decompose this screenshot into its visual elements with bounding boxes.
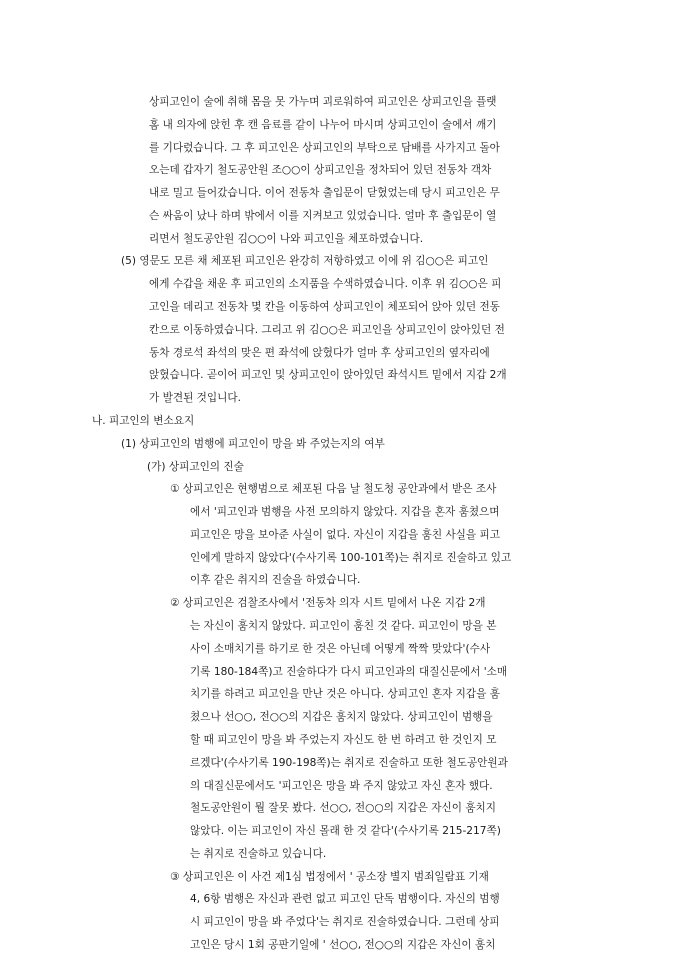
text-line: 치기를 하려고 피고인을 만난 것은 아니다. 상피고인 혼자 지갑을 훔 bbox=[190, 688, 500, 700]
text-line: 리면서 철도공안원 김○○이 나와 피고인을 체포하였습니다. bbox=[149, 233, 424, 245]
text-line: 상피고인이 술에 취해 몸을 못 가누며 괴로워하여 피고인은 상피고인을 플랫 bbox=[149, 96, 497, 108]
item-3-first-line: ③ 상피고인은 이 사건 제1심 법정에서 ' 공소장 별지 범죄일람표 기재 bbox=[170, 871, 489, 883]
text-line: 의 대질신문에서도 '피고인은 망을 봐 주지 않았고 자신 혼자 했다. bbox=[190, 780, 493, 792]
text-line: 를 기다렸습니다. 그 후 피고인은 상피고인의 부탁으로 담배를 사가지고 돌아 bbox=[149, 142, 500, 154]
text-line: 철도공안원이 뭘 잘못 봤다. 선○○, 전○○의 지갑은 자신이 훔치지 bbox=[190, 802, 497, 814]
text-line: 기록 180-184쪽)고 진술하다가 다시 피고인과의 대질신문에서 '소매 bbox=[190, 666, 508, 678]
subsection-heading-1: (1) 상피고인의 범행에 피고인이 망을 봐 주었는지의 여부 bbox=[121, 438, 385, 450]
text-line: 가 발견된 것입니다. bbox=[149, 392, 241, 404]
text-line: 에게 수갑을 채운 후 피고인의 소지품을 수색하였습니다. 이후 위 김○○은 피 bbox=[149, 278, 502, 290]
text-line: 할 때 피고인이 망을 봐 주었는지 자신도 한 번 하려고 한 것인지 모 bbox=[190, 734, 497, 746]
text-line: 칸으로 이동하였습니다. 그리고 위 김○○은 피고인을 상피고인이 앉아있던 전 bbox=[149, 324, 505, 336]
text-line: 시 피고인이 망을 봐 주었다'는 취지로 진술하였습니다. 그런데 상피 bbox=[190, 916, 500, 928]
text-line: 인에게 말하지 않았다'(수사기록 100-101쪽)는 취지로 진술하고 있고 bbox=[190, 552, 512, 564]
text-line: 4, 6항 범행은 자신과 관련 없고 피고인 단독 범행이다. 자신의 범행 bbox=[190, 893, 500, 905]
text-line: 않았다. 이는 피고인이 자신 몰래 한 것 같다'(수사기록 215-217쪽) bbox=[190, 825, 501, 837]
item-2-first-line: ② 상피고인은 검찰조사에서 '전동차 의자 시트 밑에서 나온 지갑 2개 bbox=[170, 597, 486, 609]
text-line: 고인은 당시 1회 공판기일에 ' 선○○, 전○○의 지갑은 자신이 훔치 bbox=[190, 939, 496, 951]
text-line: 쳤으나 선○○, 전○○의 지갑은 훔치지 않았다. 상피고인이 범행을 bbox=[190, 711, 493, 723]
text-line: 는 취지로 진술하고 있습니다. bbox=[190, 848, 327, 860]
text-line: 오는데 갑자기 철도공안원 조○○이 상피고인을 정차되어 있던 전동차 객차 bbox=[149, 164, 492, 176]
text-line: 앉혔습니다. 곧이어 피고인 및 상피고인이 앉아있던 좌석시트 밑에서 지갑 2개 bbox=[149, 369, 507, 381]
text-line: 에서 '피고인과 범행을 사전 모의하지 않았다. 지갑을 혼자 훔쳤으며 bbox=[190, 506, 500, 518]
text-line: 내로 밀고 들어갔습니다. 이어 전동차 출입문이 닫혔었는데 당시 피고인은 무 bbox=[149, 187, 500, 199]
text-line: 는 자신이 훔치지 않았다. 피고인이 훔친 것 같다. 피고인이 망을 본 bbox=[190, 620, 497, 632]
subsection-heading-ga: (가) 상피고인의 진술 bbox=[147, 461, 244, 473]
text-line: 피고인은 망을 보아준 사실이 없다. 자신이 지갑을 훔친 사실을 피고 bbox=[190, 529, 500, 541]
paragraph-5-first-line: (5) 영문도 모른 채 체포된 피고인은 완강히 저항하였고 이에 위 김○○은 피고인 bbox=[121, 255, 489, 267]
text-line: 고인을 데리고 전동차 몇 칸을 이동하여 상피고인이 체포되어 앉아 있던 전동 bbox=[149, 301, 500, 313]
text-line: 홈 내 의자에 앉힌 후 캔 음료를 같이 나누어 마시며 상피고인이 술에서 깨기 bbox=[149, 119, 497, 131]
section-heading-na: 나. 피고인의 변소요지 bbox=[92, 415, 195, 427]
text-line: 이후 같은 취지의 진술을 하였습니다. bbox=[190, 574, 361, 586]
text-line: 동차 경로석 좌석의 맞은 편 좌석에 앉혔다가 얼마 후 상피고인의 옆자리에 bbox=[149, 347, 490, 359]
item-1-first-line: ① 상피고인은 현행범으로 체포된 다음 날 철도청 공안과에서 받은 조사 bbox=[170, 483, 497, 495]
text-line: 르겠다'(수사기록 190-198쪽)는 취지로 진술하고 또한 철도공안원과 bbox=[190, 757, 508, 769]
text-line: 사이 소매치기를 하기로 한 것은 아닌데 어떻게 짝짝 맞았다'(수사 bbox=[190, 643, 491, 655]
text-line: 슨 싸움이 났나 하며 밖에서 이를 지켜보고 있었습니다. 얼마 후 출입문이 열 bbox=[149, 210, 497, 222]
